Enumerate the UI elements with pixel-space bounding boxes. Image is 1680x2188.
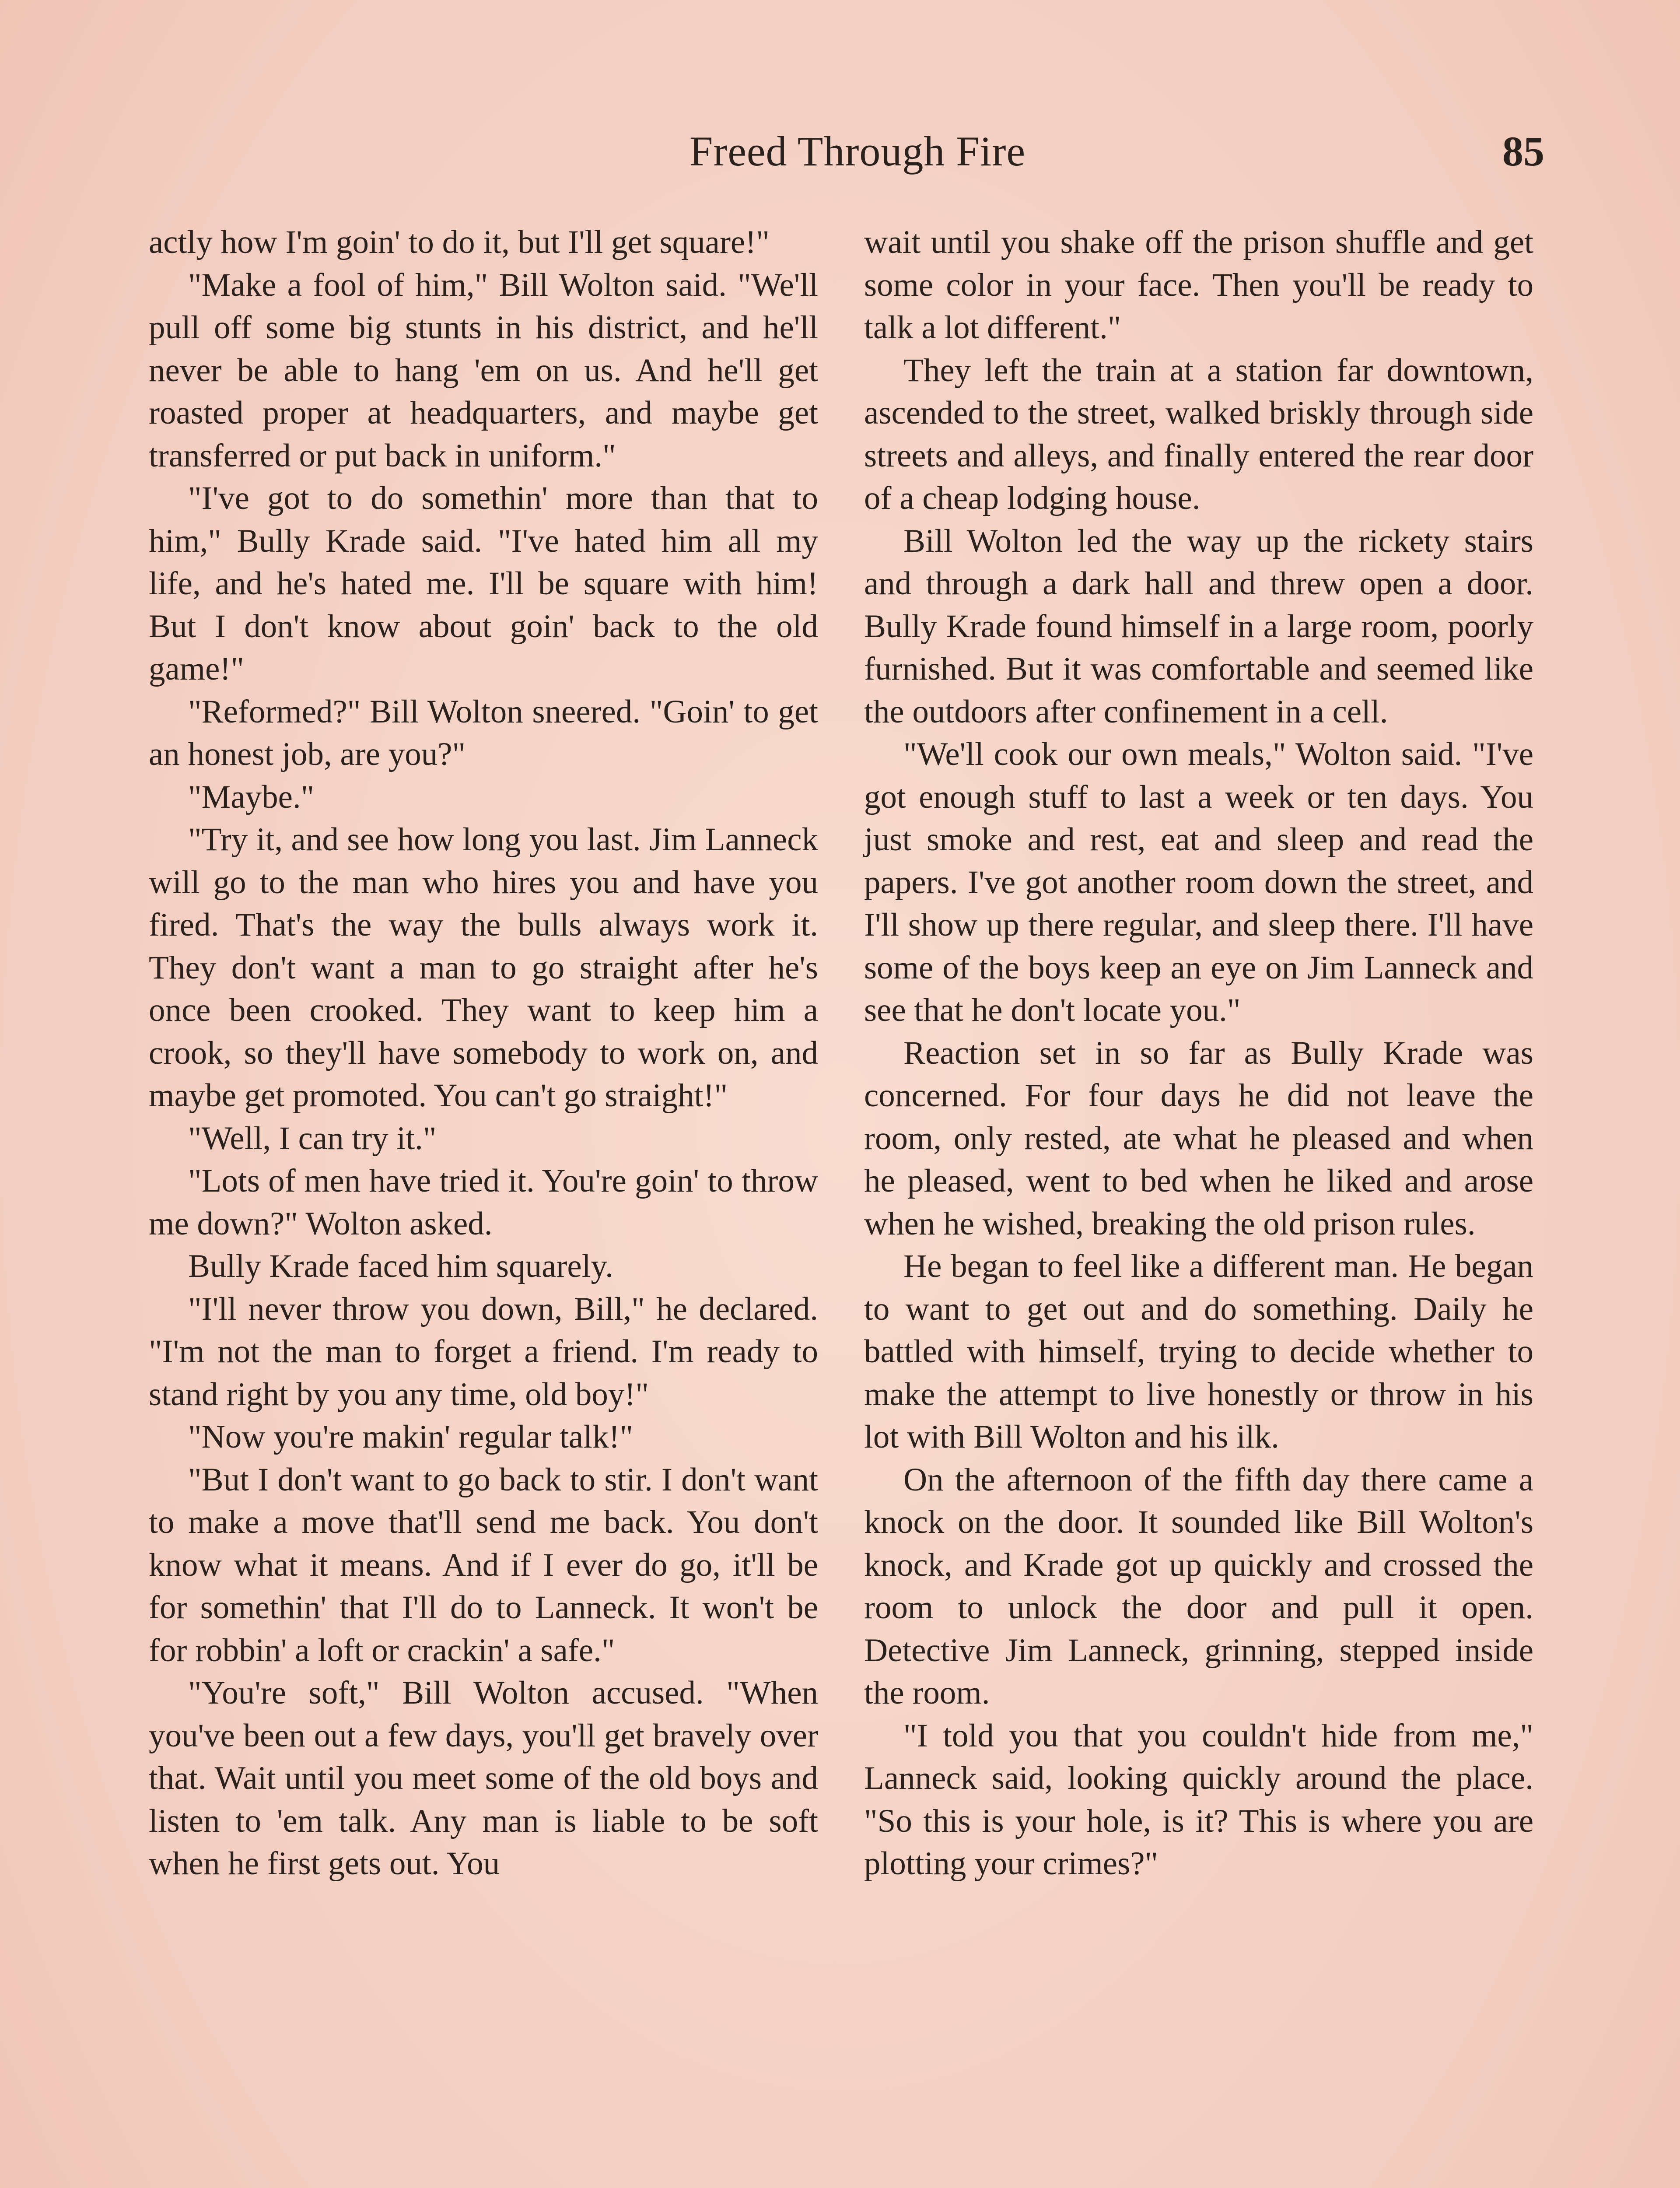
right-column [864,221,1533,1885]
running-title: Freed Through Fire [689,128,1026,175]
paragraph: They left the train at a station far downtown, ascended to the street, walked briskly through side streets and alleys, and finally entered the rear door of a cheap lodging house. [864,352,1533,516]
paragraph: wait until you shake off the prison shuffle and get some color in your face. Then you'll be ready to talk a lot different." [864,224,1533,346]
paragraph: Bill Wolton led the way up the rickety stairs and through a dark hall and threw open a door. Bully Krade found himself in a large room, poorly furnished. But it was comfortable and seemed like the outdoors after confinement in a cell. [864,522,1533,730]
paragraph: actly how I'm goin' to do it, but I'll get square!" [149,224,770,260]
paragraph: "I've got to do somethin' more than that to him," Bully Krade said. "I've hated him all my life, and he's hated me. I'll be square with him! But I don't know about goin' back to the old game!" [149,480,818,687]
paragraph: "Make a fool of him," Bill Wolton said. "We'll pull off some big stunts in his district, and he'll never be able to hang 'em on us. And he'll get roasted proper at headquarters, and maybe get transferred or put back in uniform." [149,266,818,474]
left-column [149,221,818,1885]
paragraph: Bully Krade faced him squarely. [188,1248,613,1284]
paragraph: "You're soft," Bill Wolton accused. "When you've been out a few days, you'll get bravely over that. Wait until you meet some of the old boys and listen to 'em talk. Any man is liable to be soft when he first gets out. You [149,1675,818,1882]
paragraph: "Reformed?" Bill Wolton sneered. "Goin' to get an honest job, are you?" [149,693,818,772]
paragraph: "But I don't want to go back to stir. I don't want to make a move that'll send me back. You don't know what it means. And if I ever do go, it'll be for somethin' that I'll do to Lanneck. It won't be for robbin' a loft or crackin' a safe." [149,1461,818,1669]
paragraph: He began to feel like a different man. He began to want to get out and do something. Daily he battled with himself, trying to decide whether to make the attempt to live honestly or throw in his lot with Bill Wolton and his ilk. [864,1248,1533,1455]
paragraph: "Try it, and see how long you last. Jim Lanneck will go to the man who hires you and have you fired. That's the way the bulls always work it. They don't want a man to go straight after he's once been crooked. They want to keep him a crook, so they'll have somebody to work on, and maybe get promoted. You can't go straight!" [149,821,818,1114]
paragraph: "I'll never throw you down, Bill," he declared. "I'm not the man to forget a friend. I'm ready to stand right by you any time, old boy!" [149,1290,818,1413]
page-number: 85 [1502,128,1544,175]
paragraph: "Maybe." [188,778,315,815]
paragraph: "I told you that you couldn't hide from me," Lanneck said, looking quickly around the place. "So this is your hole, is it? This is where you are plotting your crimes?" [864,1717,1533,1882]
paragraph: Reaction set in so far as Bully Krade was concerned. For four days he did not leave the room, only rested, ate what he pleased and when he pleased, went to bed when he liked and arose when he wished, breaking the old prison rules. [864,1034,1533,1242]
paragraph: "Now you're makin' regular talk!" [188,1419,634,1455]
paragraph: "Lots of men have tried it. You're goin' to throw me down?" Wolton asked. [149,1163,818,1242]
paragraph: On the afternoon of the fifth day there came a knock on the door. It sounded like Bill Wolton's knock, and Krade got up quickly and crossed the room to unlock the door and pull it open. Detective Jim Lanneck, grinning, stepped inside the room. [864,1461,1533,1711]
paragraph: "We'll cook our own meals," Wolton said. "I've got enough stuff to last a week or ten days. You just smoke and rest, eat and sleep and read the papers. I've got another room down the street, and I'll show up there regular, and sleep there. I'll have some of the boys keep an eye on Jim Lanneck and see that he don't locate you." [864,736,1533,1028]
paragraph: "Well, I can try it." [188,1120,437,1157]
